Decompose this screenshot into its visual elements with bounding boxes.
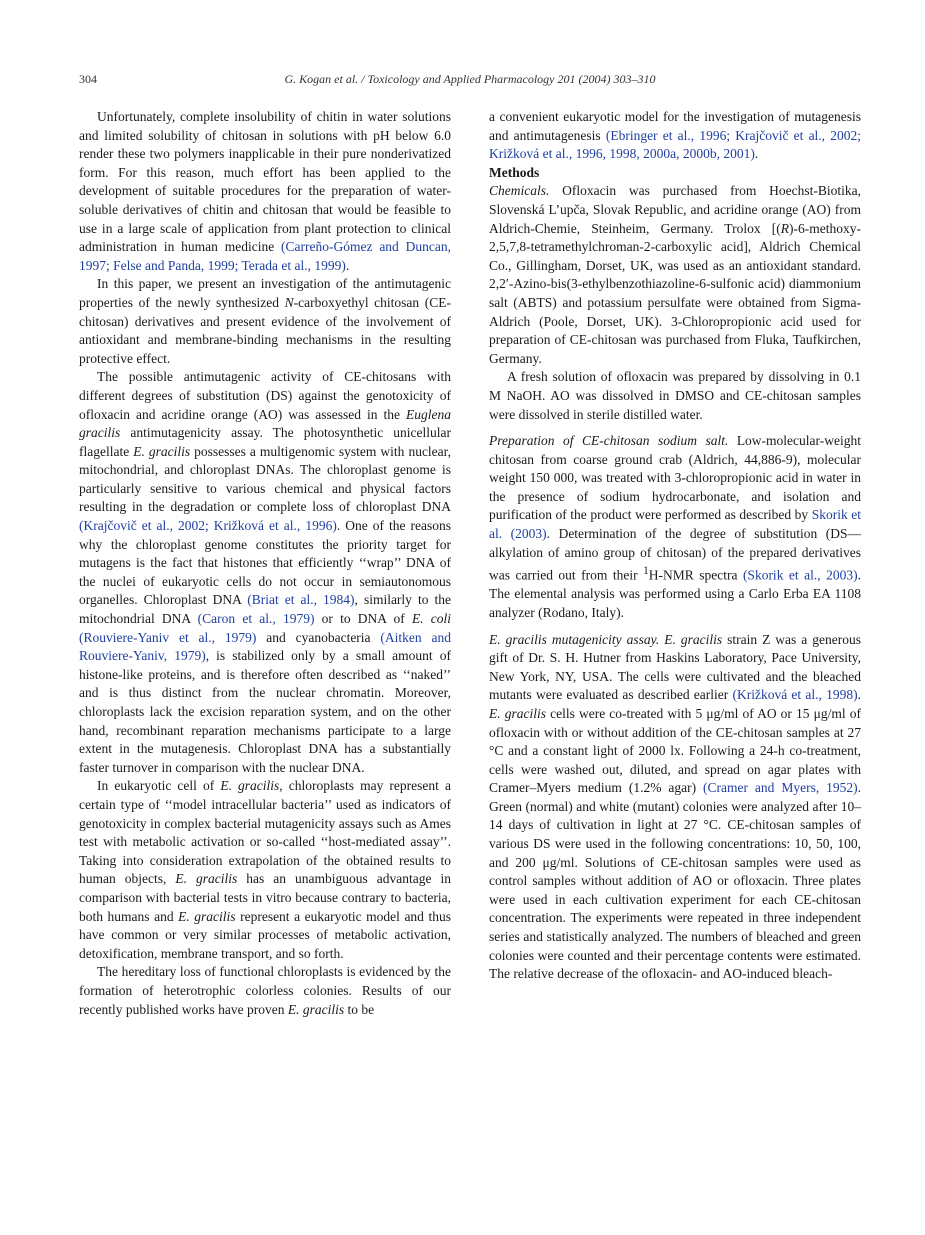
left-column xyxy=(79,108,451,1019)
intro-paragraph-4: In eukaryotic cell of E. gracilis, chloroplasts may represent a certain type of ‘‘model intracellular bacteria’’ used as indicators of genotoxicity in complex bacterial mutagenicity assays such as Ames test with metabolic activation or so-called ‘‘host-mediated assay’’. Taking into consideration extrapolation of the obtained results to human objects, E. gracilis has an unambiguous advantage in comparison with bacterial tests in vitro because contrary to bacteria, both humans and E. gracilis represent a eukaryotic model and thus have common or very similar processes of metabolic activation, detoxification, membrane transport, and so forth. xyxy=(79,778,451,961)
citation-link[interactable]: (Caron et al., 1979) xyxy=(197,611,315,627)
citation-link[interactable]: (Aitken and Rouviere-Yaniv, 1979) xyxy=(79,629,451,664)
running-title: G. Kogan et al. / Toxicology and Applied Pharmacology 201 (2004) 303–310 xyxy=(284,72,656,86)
intro-paragraph-2: In this paper, we present an investigation of the antimutagenic properties of the newly synthesized N-carboxyethyl chitosan (CE-chitosan) derivatives and present evidence of the involvement of antioxidant and membrane-binding mechanisms in the resulting protective effect. xyxy=(79,276,451,366)
chemicals-paragraph: Chemicals. Ofloxacin was purchased from Hoechst-Biotika, Slovenská L’upča, Slovak Republic, and acridine orange (AO) from Aldrich-Chemie, Steinheim, Germany. Trolox [(R)-6-methoxy-2,5,7,8-tetramethylchroman-2-carboxylic acid], Aldrich Chemical Co., Gillingham, Dorset, UK, was used as an antioxidant standard. 2,2′-Azino-bis(3-ethylbenzothiazoline-6-sulfonic acid) diammonium salt (ABTS) and potassium persulfate were obtained from Sigma-Aldrich (Poole, Dorset, UK). 3-Chloropropionic acid used for preparation of CE-chitosan was purchased from Fluka, Taufkirchen, Germany. xyxy=(489,183,861,366)
citation-link[interactable]: (Križková et al., 1998) xyxy=(732,687,858,703)
intro-paragraph-3: The possible antimutagenic activity of CE-chitosans with different degrees of substitution (DS) against the genotoxicity of ofloxacin and acridine orange (AO) was assessed in the Euglena gracilis antimutagenicity assay. The photosynthetic unicellular flagellate E. gracilis possesses a multigenomic system with nuclear, mitochondrial, and chloroplast DNAs. The chloroplast genome is particularly sensitive to various chemical and physical factors resulting in the degradation or complete loss of chloroplast DNA (Krajčovič et al., 2002; Križková et al., 1996). One of the reasons why the chloroplast genome constitutes the priority target for mutagens is the fact that histones that efficiently ‘‘wrap’’ DNA of the nuclei of eukaryotic cells do not occur in semiautonomous organelles. Chloroplast DNA (Briat et al., 1984), similarly to the mitochondrial DNA (Caron et al., 1979) or to DNA of E. coli (Rouviere-Yaniv et al., 1979) and cyanobacteria (Aitken and Rouviere-Yaniv, 1979), is stabilized only by a small amount of histone-like proteins, and is therefore often described as ‘‘naked’’ and is thus distinct from the nuclear chromatin. Moreover, chloroplasts lack the excision reparation system, and on the other hand, recombinant reparation mechanisms participate to a large extent in the mutagenesis. Chloroplast DNA has a substantially faster turnover in comparison with the nuclear DNA. xyxy=(79,369,452,775)
citation-link[interactable]: (Cramer and Myers, 1952) xyxy=(703,780,858,796)
intro-paragraph-5-cont: a convenient eukaryotic model for the investigation of mutagenesis and antimutagenesis (Ebringer et al., 1996; Krajčovič et al., 2002; Križková et al., 1996, 1998, 2000a, 2000b, 2001). xyxy=(489,109,861,162)
preparation-paragraph: Preparation of CE-chitosan sodium salt. Low-molecular-weight chitosan from coarse ground crab (Aldrich, 44,886-9), molecular weight 150 000, was treated with 3-chloropropionic acid in water in the presence of sodium hydrocarbonate, and isolation and purification of the product were performed as described by Skorik et al. (2003). Determination of the degree of substitution (DS—alkylation of amino group of chitosan) of the prepared derivatives was carried out from their $^1$H-NMR spectra (Skorik et al., 2003). The elemental analysis was performed using a Carlo Erba EA 1108 analyzer (Rodano, Italy). xyxy=(489,433,861,620)
citation-link[interactable]: (Carreño-Gómez and Duncan, 1997; Felse and Panda, 1999; Terada et al., 1999) xyxy=(79,239,451,273)
page-number: 304 xyxy=(79,72,97,86)
mutagenicity-assay-paragraph: E. gracilis mutagenicity assay. E. gracilis strain Z was a generous gift of Dr. S. H. Hutner from Haskins Laboratory, Pace University, New York, NY, USA. The cells were cultivated and the bleached mutants were evaluated as described earlier (Križková et al., 1998). E. gracilis cells were co-treated with 5 μg/ml of AO or 15 μg/ml of ofloxacin with or without addition of the CE-chitosan samples at 27 °C and a constant light of 2000 lx. Following a 24-h co-treatment, cells were washed out, diluted, and spread on agar plates with Cramer–Myers medium (1.2% agar) (Cramer and Myers, 1952). Green (normal) and white (mutant) colonies were analyzed after 10–14 days of cultivation in light at 27 °C. CE-chitosan samples of various DS were used in the following concentrations: 10, 50, 100, and 200 μg/ml. Solutions of CE-chitosan samples were used as control samples without addition of AO or ofloxacin. Three plates were used in each cultivation experiment for each CE-chitosan concentration. The experiments were repeated in three independent series and statistically analyzed. The numbers of bleached and green colonies were counted and their percentage contents were estimated. The relative decrease of the ofloxacin- and AO-induced bleach- xyxy=(489,631,862,982)
citation-link[interactable]: Skorik et al. (2003) xyxy=(489,507,861,542)
intro-paragraph-5: The hereditary loss of functional chloroplasts is evidenced by the formation of heterotrophic colorless colonies. Results of our recently published works have proven E. gracilis to be xyxy=(79,964,451,1017)
right-column xyxy=(489,108,861,984)
subsection-title: Preparation of CE-chitosan sodium salt. xyxy=(489,433,729,449)
subsection-title: E. gracilis mutagenicity assay. xyxy=(489,631,660,647)
page-header xyxy=(79,72,861,90)
citation-link[interactable]: (Ebringer et al., 1996; Krajčovič et al., 2002; Križková et al., 1996, 1998, 2000a, 2000b, 2001) xyxy=(489,127,861,162)
solution-paragraph: A fresh solution of ofloxacin was prepared by dissolving in 0.1 M NaOH. AO was dissolved in DMSO and CE-chitosan samples were dissolved in sterile distilled water. xyxy=(489,369,861,422)
subsection-title: Chemicals. xyxy=(489,183,550,199)
citation-link[interactable]: (Skorik et al., 2003) xyxy=(742,567,858,583)
section-heading-methods: Methods xyxy=(489,164,540,180)
citation-link[interactable]: (Krajčovič et al., 2002; Križková et al., 1996) xyxy=(79,518,337,534)
citation-link[interactable]: (Rouviere-Yaniv et al., 1979) xyxy=(79,629,257,645)
citation-link[interactable]: (Briat et al., 1984) xyxy=(247,592,355,608)
intro-paragraph-1: Unfortunately, complete insolubility of chitin in water solutions and limited solubility of chitosan in solutions with pH below 6.0 render these two polymers inapplicable in their pure nonderivatized form. For this reason, much effort has been applied to the development of suitable procedures for the preparation of water-soluble derivatives of chitin and chitosan that would be feasible to use in a large scale of application from plant protection to clinical administration in human medicine (Carreño-Gómez and Duncan, 1997; Felse and Panda, 1999; Terada et al., 1999). xyxy=(79,109,451,273)
